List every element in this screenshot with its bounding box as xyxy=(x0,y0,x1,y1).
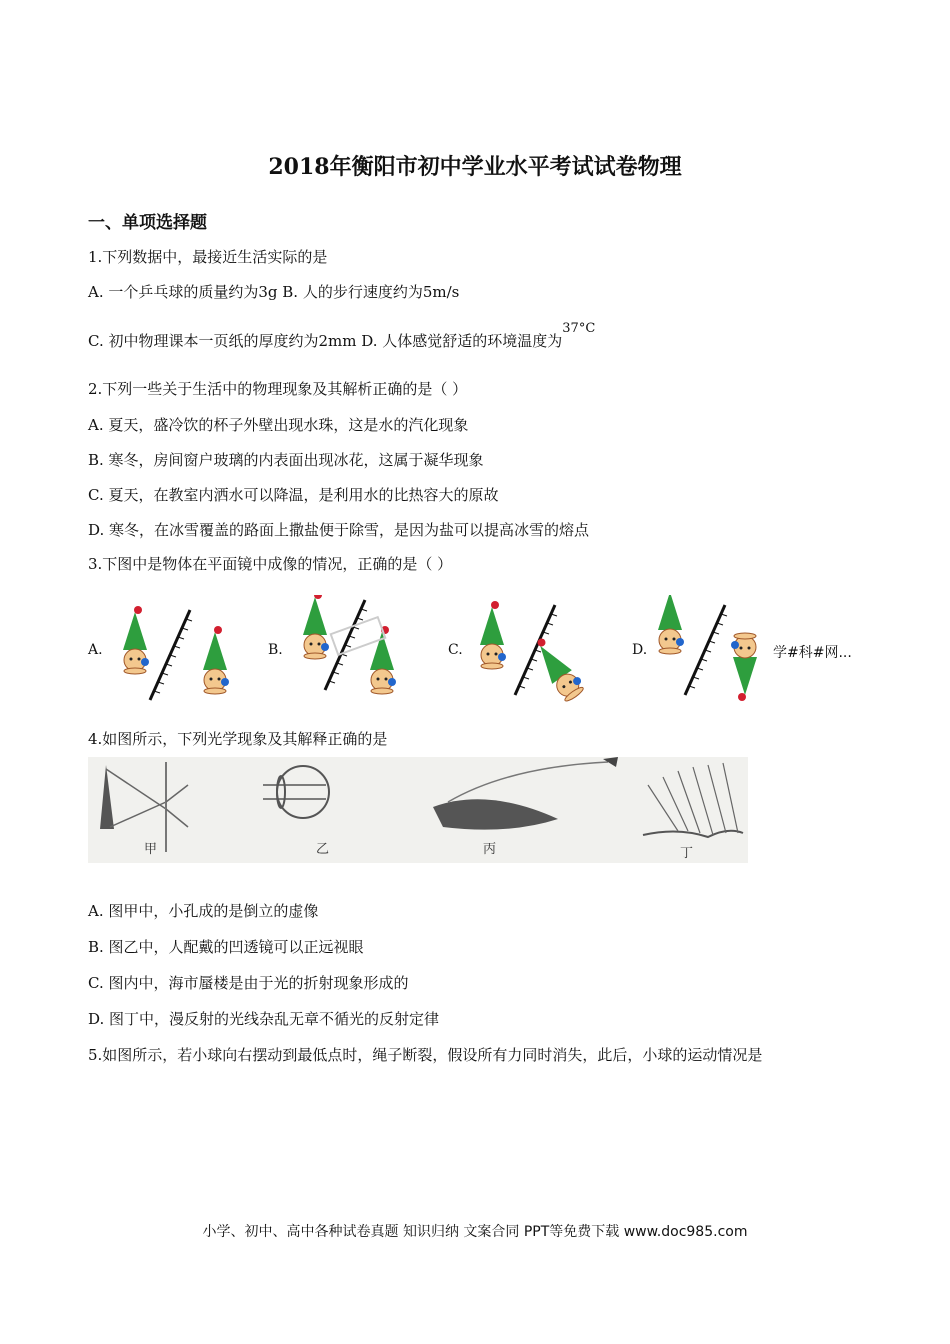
q4-label-yi: 乙 xyxy=(316,842,330,857)
q3-label-b: B. xyxy=(268,642,283,658)
q1-options-cd-text: C. 初中物理课本一页纸的厚度约为2mm D. 人体感觉舒适的环境温度为 xyxy=(88,332,563,350)
q3-mirror-figures xyxy=(100,595,780,715)
q2-option-c: C. 夏天，在教室内洒水可以降温，是利用水的比热容大的原故 xyxy=(88,486,499,504)
watermark-text: 学#科#网... xyxy=(773,645,852,661)
q4-option-c: C. 图内中，海市蜃楼是由于光的折射现象形成的 xyxy=(88,974,409,992)
q3-figure-d xyxy=(658,595,757,701)
q1-options-ab: A. 一个乒乓球的质量约为3g B. 人的步行速度约为5m/s xyxy=(88,283,460,301)
q3-figure-a xyxy=(123,606,229,700)
q3-figure-c xyxy=(480,601,587,704)
q2-option-a: A. 夏天，盛冷饮的杯子外壁出现水珠，这是水的汽化现象 xyxy=(88,416,469,434)
q3-figure-b xyxy=(303,595,396,694)
q4-option-a: A. 图甲中，小孔成的是倒立的虚像 xyxy=(88,902,319,920)
q4-stem: 4.如图所示，下列光学现象及其解释正确的是 xyxy=(88,730,388,748)
q4-label-bing: 丙 xyxy=(483,842,497,857)
q1-temp-unit: °C xyxy=(578,321,596,336)
q4-label-jia: 甲 xyxy=(144,842,158,857)
section-heading: 一、单项选择题 xyxy=(88,213,207,233)
q3-label-d: D. xyxy=(632,642,648,658)
q1-options-cd xyxy=(88,321,596,351)
page-title: 2018年衡阳市初中学业水平考试试卷物理 xyxy=(268,154,682,180)
q3-label-c: C. xyxy=(448,642,463,658)
q1-temp-value: 37 xyxy=(562,321,579,336)
q2-stem: 2.下列一些关于生活中的物理现象及其解析正确的是（ ） xyxy=(88,380,468,398)
q4-label-ding: 丁 xyxy=(680,846,694,861)
q1-stem: 1.下列数据中，最接近生活实际的是 xyxy=(88,248,328,266)
q4-option-d: D. 图丁中，漫反射的光线杂乱无章不循光的反射定律 xyxy=(88,1010,440,1028)
q4-optics-figure xyxy=(88,757,748,863)
q4-option-b: B. 图乙中，人配戴的凹透镜可以正远视眼 xyxy=(88,938,364,956)
page-footer: 小学、初中、高中各种试卷真题 知识归纳 文案合同 PPT等免费下载 www.doc985.com xyxy=(202,1224,748,1240)
q3-label-a: A. xyxy=(88,642,103,658)
q2-option-b: B. 寒冬，房间窗户玻璃的内表面出现冰花，这属于凝华现象 xyxy=(88,451,484,469)
q2-option-d: D. 寒冬，在冰雪覆盖的路面上撒盐便于除雪，是因为盐可以提高冰雪的熔点 xyxy=(88,521,590,539)
q5-stem: 5.如图所示，若小球向右摆动到最低点时，绳子断裂，假设所有力同时消失，此后，小球的运动情况是 xyxy=(88,1046,763,1064)
q3-stem: 3.下图中是物体在平面镜中成像的情况，正确的是（ ） xyxy=(88,555,453,573)
